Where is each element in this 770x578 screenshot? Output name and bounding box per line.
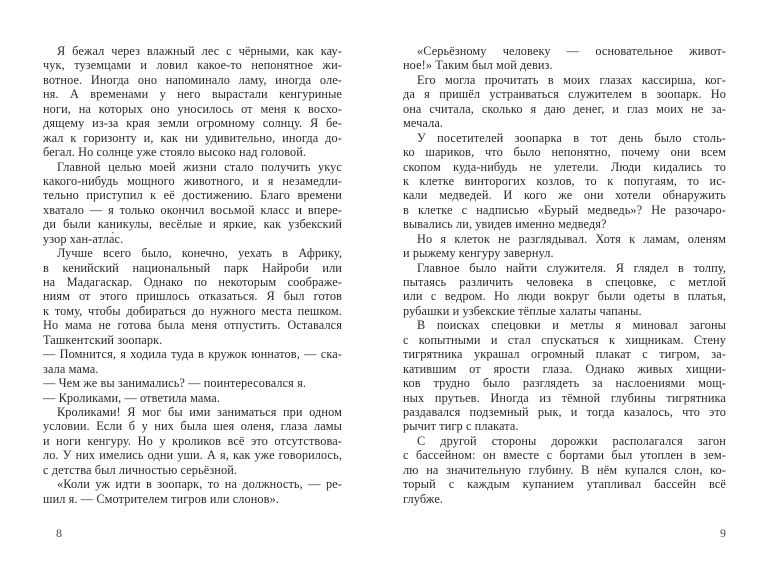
text-line: с бассейном: он вместе с бортами был утоплен в зем-: [403, 448, 726, 463]
page-number-right: 9: [720, 526, 726, 540]
text-line: к клетке винторогих козлов, то к попугаям, то ис-: [403, 173, 726, 188]
text-line: дящему из-за края земли огромному солнцу. Я бе-: [43, 116, 342, 131]
text-line: ков трудно было разглядеть за наслоениями мощ-: [403, 376, 726, 391]
text-line: Но я клеток не разглядывал. Хотя к ламам, оленям: [417, 231, 726, 246]
text-line: Его могла прочитать в моих глазах кассирша, ког-: [417, 72, 726, 87]
text-line: Лучше всего было, конечно, уехать в Африку,: [57, 246, 342, 261]
text-line: ноги, на которых оно уносилось от меня к восхо-: [43, 101, 342, 116]
text-line: катившим от ярости глаза. Однако живых хищни-: [403, 361, 726, 376]
text-line: «Коли уж идти в зоопарк, то на должность, — ре-: [57, 477, 342, 492]
text-line: с копытными и стал спускаться к хищникам. Стену: [403, 332, 726, 347]
page-left-text-block: [43, 44, 342, 506]
text-line: зала мама.: [43, 361, 99, 376]
text-line: тельно приступил к её достижению. Благо времени: [43, 188, 342, 203]
text-line: какого-нибудь мощного животного, и я незамедли-: [43, 173, 342, 188]
text-line: жал к горизонту и, как ни удивительно, иногда до-: [43, 130, 342, 145]
text-line: рычит тигр с плаката.: [403, 419, 519, 434]
text-line: Ташкентский зоопарк.: [43, 332, 163, 347]
text-line: к тому, чтобы добираться до нужного места пешком.: [43, 303, 342, 318]
text-line: пытаясь различить человека в спецовке, с метлой: [403, 275, 726, 289]
text-line: Но мама не готова была меня отпустить. Оставался: [43, 318, 342, 333]
text-line: узор хан-атла́с.: [43, 231, 124, 246]
text-line: мечала.: [403, 116, 444, 131]
text-line: ло. У них имелись одни уши. А я, как уже говорилось,: [43, 448, 342, 463]
text-line: условии. Если б у них была шея оленя, глаза ламы: [43, 419, 342, 434]
text-line: Я бежал через влажный лес с чёрными, как кау-: [57, 44, 342, 58]
text-line: ных прутьев. Иногда из тёмной глубины тигрятника: [403, 390, 726, 405]
text-line: бегал. Но солнце уже стояло высоко над головой.: [43, 145, 307, 160]
text-line: тигрятника украшал огромный плакат с тигром, за-: [403, 347, 726, 362]
text-line: ня. А временами у него вырастали кенгуриные: [43, 87, 342, 102]
text-line: да я пришёл устраиваться служителем в зоопарк. Но: [403, 87, 726, 102]
text-line: Главное было найти служителя. Я глядел в толпу,: [417, 260, 726, 275]
text-line: торый с каждым купанием утапливал бассейн всё: [403, 477, 726, 492]
text-line: рубашки и узбекские тёплые халаты чапаны.: [403, 303, 642, 318]
text-line: вотное. Иногда оно напоминало ламу, иногда оле-: [43, 72, 342, 87]
text-line: «Серьёзному человеку — основательное живот-: [417, 44, 726, 58]
text-line: В поисках спецовки и метлы я миновал загоны: [417, 318, 726, 333]
text-line: ко шариков, что было непонятно, почему они всем: [403, 145, 726, 160]
text-line: на Мадагаскар. Однако по некоторым соображе-: [43, 275, 342, 289]
text-line: хватало — я только окончил восьмой класс и впере-: [43, 202, 342, 217]
text-line: У посетителей зоопарка в тот день было столь-: [417, 130, 726, 145]
text-line: шил я. — Смотрителем тигров или слонов».: [43, 491, 279, 506]
text-line: глубже.: [403, 491, 444, 506]
text-line: и рыжему кенгуру завернул.: [403, 246, 554, 261]
text-line: Кроликами! Я мог бы ими заниматься при одном: [57, 404, 342, 419]
text-line: или с ведром. Но люди вокруг были одеты в платья,: [403, 289, 726, 304]
text-line: — Помнится, я ходила туда в кружок юннатов, — ска-: [43, 347, 342, 362]
text-line: ди были каникулы, весёлые и яркие, как узбекский: [43, 217, 342, 232]
text-line: скопом куда-нибудь не улетели. Люди кидались то: [403, 159, 726, 174]
text-line: в кенийский национальный парк Найроби или: [43, 260, 342, 275]
text-line: кали медведей. И кого же они хотели обнаружить: [403, 188, 726, 203]
text-line: ное!» Таким был мой девиз.: [403, 58, 553, 73]
text-line: С другой стороны дорожки располагался загон: [417, 433, 726, 448]
text-line: Главной целью моей жизни стало получить укус: [57, 159, 342, 174]
text-line: лю на значительную глубину. В нём купался слон, ко-: [403, 462, 726, 477]
text-line: вывались ли, увидев именно медведя?: [403, 217, 607, 232]
text-line: чук, туземцами и ловил какое-то непонятное жи-: [43, 58, 342, 73]
text-line: и ноги кенгуру. Но у кроликов всё это отсутствова-: [43, 433, 342, 448]
page-number-left: 8: [56, 526, 62, 540]
text-line: раздавался подземный рык, и тогда казалось, что это: [403, 404, 726, 419]
text-line: в клетке с надписью «Бурый медведь»? Не разочаро-: [403, 202, 726, 217]
text-line: ниям от этого пришлось отказаться. Я был готов: [43, 289, 342, 304]
text-line: с детства был личностью серьёзной.: [43, 462, 238, 477]
text-line: она считала, сколько я даю денег, и глаз моих не за-: [403, 101, 726, 116]
text-line: — Чем же вы занимались? — поинтересовался я.: [43, 376, 307, 391]
text-line: — Кроликами, — ответила мама.: [43, 390, 221, 405]
page-right-text-block: [403, 44, 726, 506]
